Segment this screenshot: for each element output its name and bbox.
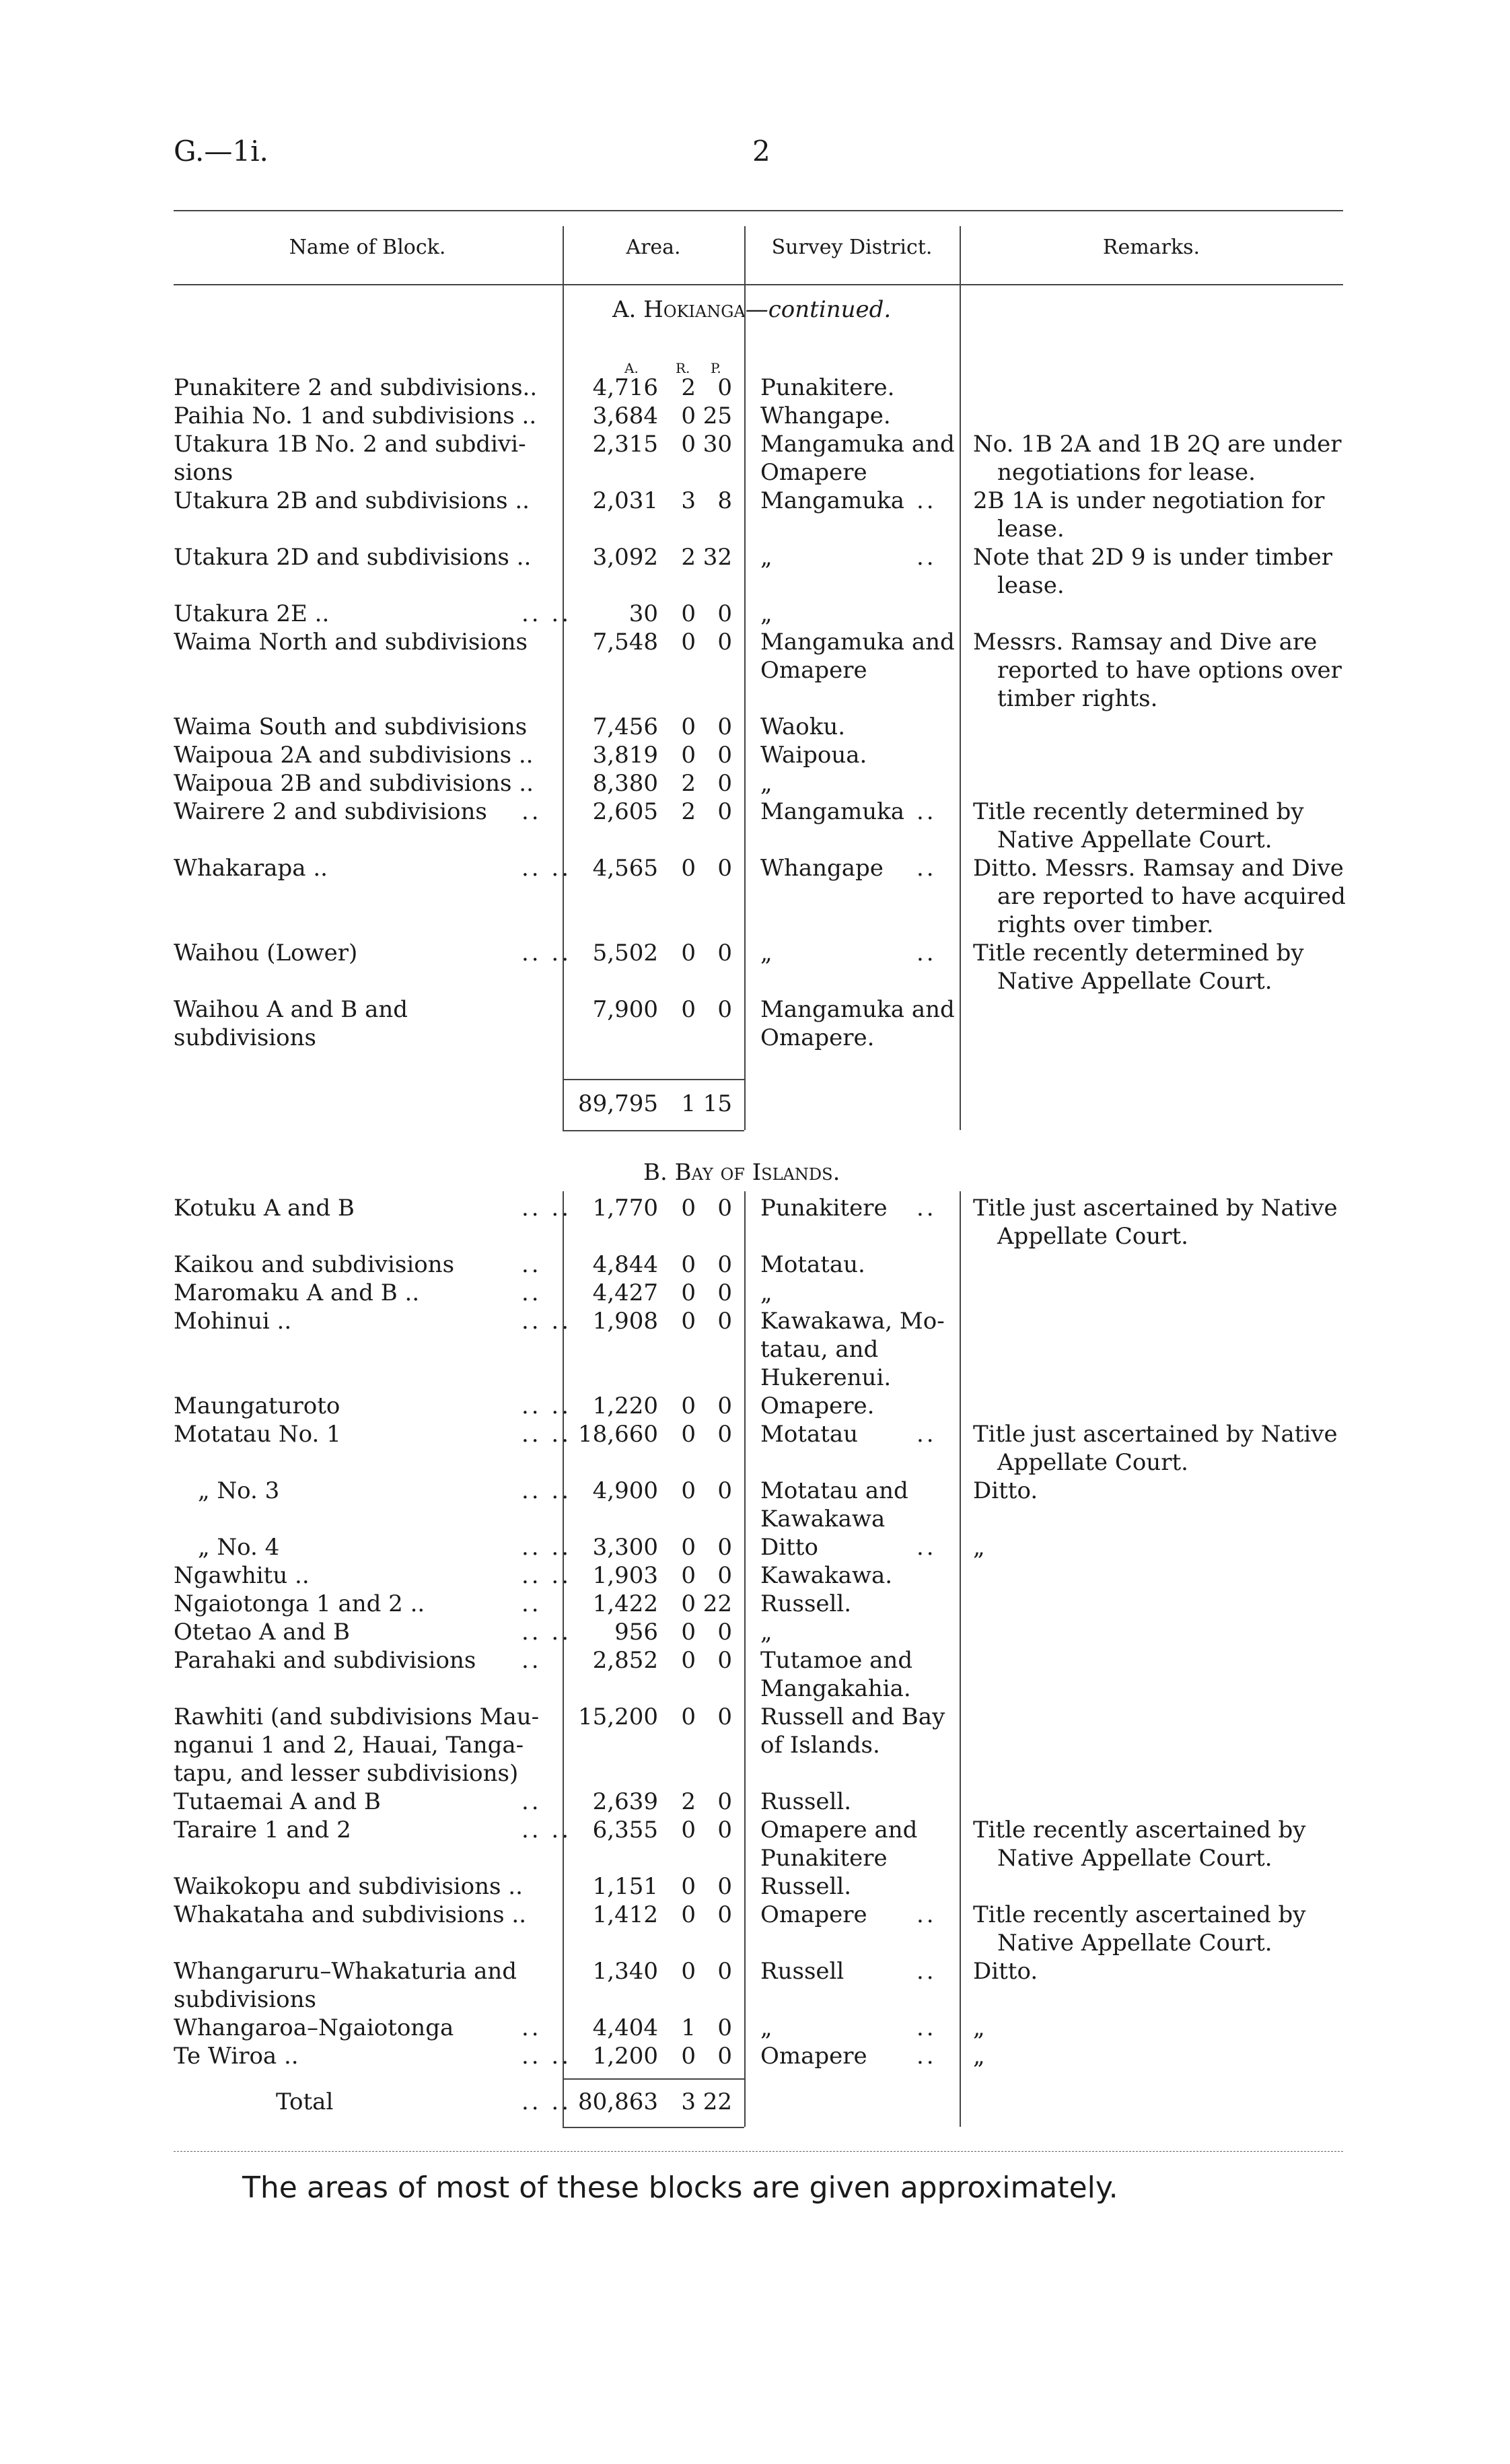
remarks: „ [973, 2043, 985, 2070]
area-roods: 0 [681, 1873, 696, 1900]
survey-district: Omapere [760, 2043, 867, 2070]
survey-district: Mangamuka [760, 487, 905, 514]
survey-district: Russell [760, 1958, 844, 1985]
area-acres: 7,548 [592, 629, 658, 656]
total-acres: 80,863 [578, 2088, 658, 2115]
leader-dots: .. .. [522, 1195, 572, 1222]
area-acres: 1,903 [592, 1562, 658, 1589]
survey-district: Waipoua. [760, 742, 867, 769]
survey-district: Omapere [760, 1901, 867, 1928]
block-name: Rawhiti (and subdivisions Mau- nganui 1 and 2, Hauai, Tanga- tapu, and lesser subdivisions) [174, 1703, 540, 1787]
total-perches: 22 [703, 2088, 732, 2115]
area-roods: 3 [681, 487, 696, 514]
leader-dots: .. .. [522, 1421, 572, 1448]
remarks: Ditto. [973, 1477, 1038, 1504]
rule-header-bottom [174, 284, 1343, 285]
block-name: Whangaruru–Whakaturia and subdivisions [174, 1958, 517, 2013]
total-rule-b [563, 2078, 744, 2080]
area-perches: 0 [717, 629, 732, 656]
leader-dots: .. .. [522, 1308, 572, 1335]
area-perches: 0 [717, 1251, 732, 1278]
block-name: Whakataha and subdivisions .. [174, 1901, 527, 1928]
survey-district: Motatau. [760, 1251, 865, 1278]
area-roods: 0 [681, 402, 696, 429]
survey-district: „ [760, 770, 772, 797]
block-name: Whakarapa .. [174, 855, 328, 882]
area-roods: 0 [681, 940, 696, 966]
remarks: „ [973, 2014, 985, 2041]
area-acres: 3,819 [592, 742, 658, 769]
area-roods: 0 [681, 1251, 696, 1278]
remarks: Title just ascertained by Native Appellate Court. [973, 1421, 1338, 1476]
area-acres: 7,900 [592, 996, 658, 1023]
area-roods: 2 [681, 770, 696, 797]
remarks: Messrs. Ramsay and Dive are reported to have options over timber rights. [973, 629, 1342, 712]
area-roods: 1 [681, 2014, 696, 2041]
block-name: Maungaturoto [174, 1393, 340, 1419]
block-name: Kotuku A and B [174, 1195, 355, 1222]
vrule-head-3 [960, 226, 961, 284]
block-name: Te Wiroa .. [174, 2043, 299, 2070]
area-acres: 30 [628, 600, 658, 627]
remarks: Title recently determined by Native Appellate Court. [973, 798, 1304, 853]
area-perches: 0 [717, 2043, 732, 2070]
area-perches: 0 [717, 713, 732, 740]
leader-dots: .. [916, 2043, 937, 2070]
vrule-a-1 [563, 284, 564, 1130]
unit-acres: A. [624, 360, 639, 376]
survey-district: Omapere. [760, 1393, 875, 1419]
area-perches: 0 [717, 798, 732, 825]
total-rule-a [563, 1079, 744, 1080]
area-perches: 25 [703, 402, 732, 429]
remarks: 2B 1A is under negotiation for lease. [973, 487, 1325, 542]
area-perches: 0 [717, 742, 732, 769]
leader-dots: .. .. [522, 1534, 572, 1561]
area-roods: 0 [681, 629, 696, 656]
block-name: Maromaku A and B .. [174, 1279, 420, 1306]
area-roods: 0 [681, 996, 696, 1023]
block-name: Taraire 1 and 2 [174, 1817, 351, 1843]
vrule-head-1 [563, 226, 564, 284]
area-roods: 2 [681, 798, 696, 825]
area-acres: 956 [614, 1619, 658, 1646]
area-acres: 1,340 [592, 1958, 658, 1985]
remarks: „ [973, 1534, 985, 1561]
area-roods: 0 [681, 600, 696, 627]
leader-dots: .. [522, 1647, 542, 1674]
area-roods: 2 [681, 1788, 696, 1815]
leader-dots: .. [522, 1590, 542, 1617]
remarks: Title recently ascertained by Native Appellate Court. [973, 1817, 1306, 1872]
leader-dots: .. [916, 1958, 937, 1985]
survey-district: Russell. [760, 1873, 852, 1900]
block-name: Ngawhitu .. [174, 1562, 310, 1589]
remarks: No. 1B 2A and 1B 2Q are under negotiations for lease. [973, 431, 1342, 486]
block-name: Parahaki and subdivisions [174, 1647, 476, 1674]
leader-dots: .. .. [522, 1619, 572, 1646]
page-number: 2 [752, 135, 770, 168]
survey-district: „ [760, 2014, 772, 2041]
survey-district: „ [760, 1279, 772, 1306]
vrule-b-1 [563, 1191, 564, 2127]
leader-dots: .. .. [522, 940, 572, 966]
block-name: Ngaiotonga 1 and 2 .. [174, 1590, 425, 1617]
area-roods: 0 [681, 1534, 696, 1561]
area-roods: 0 [681, 742, 696, 769]
area-acres: 4,404 [592, 2014, 658, 2041]
leader-dots: .. [522, 1279, 542, 1306]
area-acres: 3,684 [592, 402, 658, 429]
area-acres: 2,315 [592, 431, 658, 458]
area-roods: 0 [681, 1308, 696, 1335]
survey-district: Russell and Bay of Islands. [760, 1703, 945, 1759]
col-head-remarks: Remarks. [1102, 236, 1200, 259]
total-perches: 15 [703, 1090, 732, 1117]
leader-dots: .. [522, 1788, 542, 1815]
block-name: Motatau No. 1 [174, 1421, 341, 1448]
leader-dots: .. .. [522, 855, 572, 882]
leader-dots: .. .. [522, 1817, 572, 1843]
area-roods: 0 [681, 1901, 696, 1928]
area-perches: 0 [717, 374, 732, 401]
area-acres: 7,456 [592, 713, 658, 740]
survey-district: Russell. [760, 1788, 852, 1815]
area-perches: 0 [717, 1901, 732, 1928]
area-acres: 2,031 [592, 487, 658, 514]
block-name: Waipoua 2A and subdivisions .. [174, 742, 534, 769]
area-roods: 0 [681, 1647, 696, 1674]
leader-dots: .. [916, 1901, 937, 1928]
area-perches: 0 [717, 1817, 732, 1843]
area-roods: 0 [681, 1195, 696, 1222]
area-acres: 1,151 [592, 1873, 658, 1900]
area-acres: 4,427 [592, 1279, 658, 1306]
leader-dots: .. .. [522, 1562, 572, 1589]
footnote: The areas of most of these blocks are given approximately. [242, 2171, 1118, 2205]
area-perches: 0 [717, 1477, 732, 1504]
survey-district: „ [760, 1619, 772, 1646]
survey-district: Waoku. [760, 713, 846, 740]
area-acres: 2,605 [592, 798, 658, 825]
area-acres: 1,770 [592, 1195, 658, 1222]
total-rule-b-bottom [563, 2127, 744, 2128]
area-perches: 0 [717, 1393, 732, 1419]
rule-bottom [174, 2151, 1343, 2152]
unit-roods: R. [676, 360, 690, 376]
area-roods: 2 [681, 544, 696, 571]
block-name: Mohinui .. [174, 1308, 292, 1335]
page-ref: G.—1i. [174, 135, 268, 168]
area-acres: 3,300 [592, 1534, 658, 1561]
leader-dots: .. .. [522, 1393, 572, 1419]
area-roods: 2 [681, 374, 696, 401]
area-perches: 0 [717, 1647, 732, 1674]
area-roods: 0 [681, 1477, 696, 1504]
survey-district: Kawakawa. [760, 1562, 893, 1589]
area-perches: 0 [717, 1619, 732, 1646]
survey-district: Motatau [760, 1421, 859, 1448]
rule-top [174, 210, 1343, 211]
survey-district: Mangamuka and Omapere [760, 629, 955, 684]
unit-perches: P. [711, 360, 721, 376]
block-name: Waikokopu and subdivisions .. [174, 1873, 523, 1900]
col-head-name: Name of Block. [289, 236, 446, 259]
area-roods: 0 [681, 1279, 696, 1306]
leader-dots: .. [916, 2014, 937, 2041]
area-perches: 0 [717, 855, 732, 882]
area-acres: 1,220 [592, 1393, 658, 1419]
vrule-b-3 [960, 1191, 961, 2127]
block-name: Whangaroa–Ngaiotonga [174, 2014, 454, 2041]
area-roods: 0 [681, 1703, 696, 1730]
leader-dots: .. [916, 1534, 937, 1561]
block-name: „ No. 4 [198, 1534, 280, 1561]
survey-district: Mangamuka and Omapere. [760, 996, 955, 1051]
remarks: Note that 2D 9 is under timber lease. [973, 544, 1333, 599]
block-name: Waipoua 2B and subdivisions .. [174, 770, 534, 797]
area-roods: 0 [681, 431, 696, 458]
block-name: Tutaemai A and B [174, 1788, 381, 1815]
area-roods: 0 [681, 1393, 696, 1419]
area-perches: 0 [717, 1958, 732, 1985]
area-perches: 0 [717, 1279, 732, 1306]
block-name: Paihia No. 1 and subdivisions .. [174, 402, 537, 429]
leader-dots: .. [916, 487, 937, 514]
leader-dots: .. [916, 544, 937, 571]
survey-district: „ [760, 544, 772, 571]
vrule-a-2 [744, 284, 746, 1130]
survey-district: Mangamuka [760, 798, 905, 825]
col-head-area: Area. [626, 236, 681, 259]
area-perches: 0 [717, 770, 732, 797]
total-roods: 1 [681, 1090, 696, 1117]
area-perches: 22 [703, 1590, 732, 1617]
area-perches: 0 [717, 996, 732, 1023]
block-name: Otetao A and B [174, 1619, 350, 1646]
area-acres: 3,092 [592, 544, 658, 571]
total-acres: 89,795 [578, 1090, 658, 1117]
leader-dots: .. [916, 1195, 937, 1222]
area-perches: 0 [717, 2014, 732, 2041]
area-roods: 0 [681, 855, 696, 882]
survey-district: Motatau and Kawakawa [760, 1477, 908, 1533]
vrule-b-2 [744, 1191, 746, 2127]
area-acres: 8,380 [592, 770, 658, 797]
area-acres: 6,355 [592, 1817, 658, 1843]
leader-dots: .. [916, 1421, 937, 1448]
area-perches: 30 [703, 431, 732, 458]
area-acres: 1,422 [592, 1590, 658, 1617]
area-roods: 0 [681, 1619, 696, 1646]
area-roods: 0 [681, 1817, 696, 1843]
block-name: Waima North and subdivisions [174, 629, 528, 656]
area-acres: 18,660 [578, 1421, 658, 1448]
area-roods: 0 [681, 1590, 696, 1617]
area-acres: 4,565 [592, 855, 658, 882]
area-roods: 0 [681, 1421, 696, 1448]
vrule-a-3 [960, 284, 961, 1130]
total-rule-a-bottom [563, 1130, 744, 1131]
survey-district: Omapere and Punakitere [760, 1817, 918, 1872]
leader-dots: .. [916, 940, 937, 966]
vrule-head-2 [744, 226, 746, 284]
section-heading-b: B. Bay of Islands. [643, 1159, 840, 1186]
area-perches: 8 [717, 487, 732, 514]
survey-district: Russell. [760, 1590, 852, 1617]
leader-dots: .. .. [522, 1477, 572, 1504]
block-name: Utakura 2E .. [174, 600, 330, 627]
block-name: Utakura 2B and subdivisions .. [174, 487, 530, 514]
area-roods: 0 [681, 1958, 696, 1985]
survey-district: Ditto [760, 1534, 818, 1561]
block-name: Waihou (Lower) [174, 940, 358, 966]
block-name: Utakura 2D and subdivisions .. [174, 544, 532, 571]
area-perches: 0 [717, 1195, 732, 1222]
leader-dots: .. [522, 798, 542, 825]
total-label: Total [276, 2088, 334, 2115]
area-perches: 0 [717, 1534, 732, 1561]
area-acres: 2,639 [592, 1788, 658, 1815]
block-name: Punakitere 2 and subdivisions.. [174, 374, 538, 401]
area-acres: 4,716 [592, 374, 658, 401]
section-heading-a: A. Hokianga—continued. [612, 296, 892, 323]
leader-dots: .. [522, 1251, 542, 1278]
area-acres: 2,852 [592, 1647, 658, 1674]
area-acres: 15,200 [578, 1703, 658, 1730]
area-roods: 0 [681, 713, 696, 740]
area-acres: 5,502 [592, 940, 658, 966]
survey-district: Kawakawa, Mo- tatau, and Hukerenui. [760, 1308, 945, 1391]
total-roods: 3 [681, 2088, 696, 2115]
survey-district: „ [760, 600, 772, 627]
survey-district: „ [760, 940, 772, 966]
remarks: Title recently determined by Native Appellate Court. [973, 940, 1304, 995]
remarks: Title just ascertained by Native Appellate Court. [973, 1195, 1338, 1250]
survey-district: Punakitere. [760, 374, 895, 401]
remarks: Ditto. Messrs. Ramsay and Dive are reported to have acquired rights over timber. [973, 855, 1346, 938]
leader-dots: .. .. [522, 2088, 572, 2115]
survey-district: Tutamoe and Mangakahia. [760, 1647, 913, 1702]
survey-district: Whangape. [760, 402, 891, 429]
area-roods: 0 [681, 2043, 696, 2070]
remarks: Title recently ascertained by Native Appellate Court. [973, 1901, 1306, 1957]
leader-dots: .. [522, 2014, 542, 2041]
area-perches: 0 [717, 1873, 732, 1900]
leader-dots: .. .. [522, 2043, 572, 2070]
leader-dots: .. [916, 855, 937, 882]
area-perches: 0 [717, 1421, 732, 1448]
survey-district: Whangape [760, 855, 884, 882]
block-name: „ No. 3 [198, 1477, 280, 1504]
survey-district: Mangamuka and Omapere [760, 431, 955, 486]
block-name: Kaikou and subdivisions [174, 1251, 455, 1278]
block-name: Wairere 2 and subdivisions [174, 798, 487, 825]
leader-dots: .. .. [522, 600, 572, 627]
survey-district: Punakitere [760, 1195, 888, 1222]
area-roods: 0 [681, 1562, 696, 1589]
block-name: Waihou A and B and subdivisions [174, 996, 408, 1051]
area-acres: 1,200 [592, 2043, 658, 2070]
area-acres: 4,900 [592, 1477, 658, 1504]
area-perches: 0 [717, 600, 732, 627]
area-perches: 0 [717, 1308, 732, 1335]
remarks: Ditto. [973, 1958, 1038, 1985]
area-acres: 1,908 [592, 1308, 658, 1335]
area-perches: 0 [717, 940, 732, 966]
col-head-district: Survey District. [771, 236, 933, 259]
area-perches: 0 [717, 1788, 732, 1815]
block-name: Utakura 1B No. 2 and subdivi- sions [174, 431, 526, 486]
leader-dots: .. [916, 798, 937, 825]
area-perches: 0 [717, 1703, 732, 1730]
area-acres: 1,412 [592, 1901, 658, 1928]
area-perches: 32 [703, 544, 732, 571]
area-acres: 4,844 [592, 1251, 658, 1278]
block-name: Waima South and subdivisions [174, 713, 528, 740]
area-perches: 0 [717, 1562, 732, 1589]
